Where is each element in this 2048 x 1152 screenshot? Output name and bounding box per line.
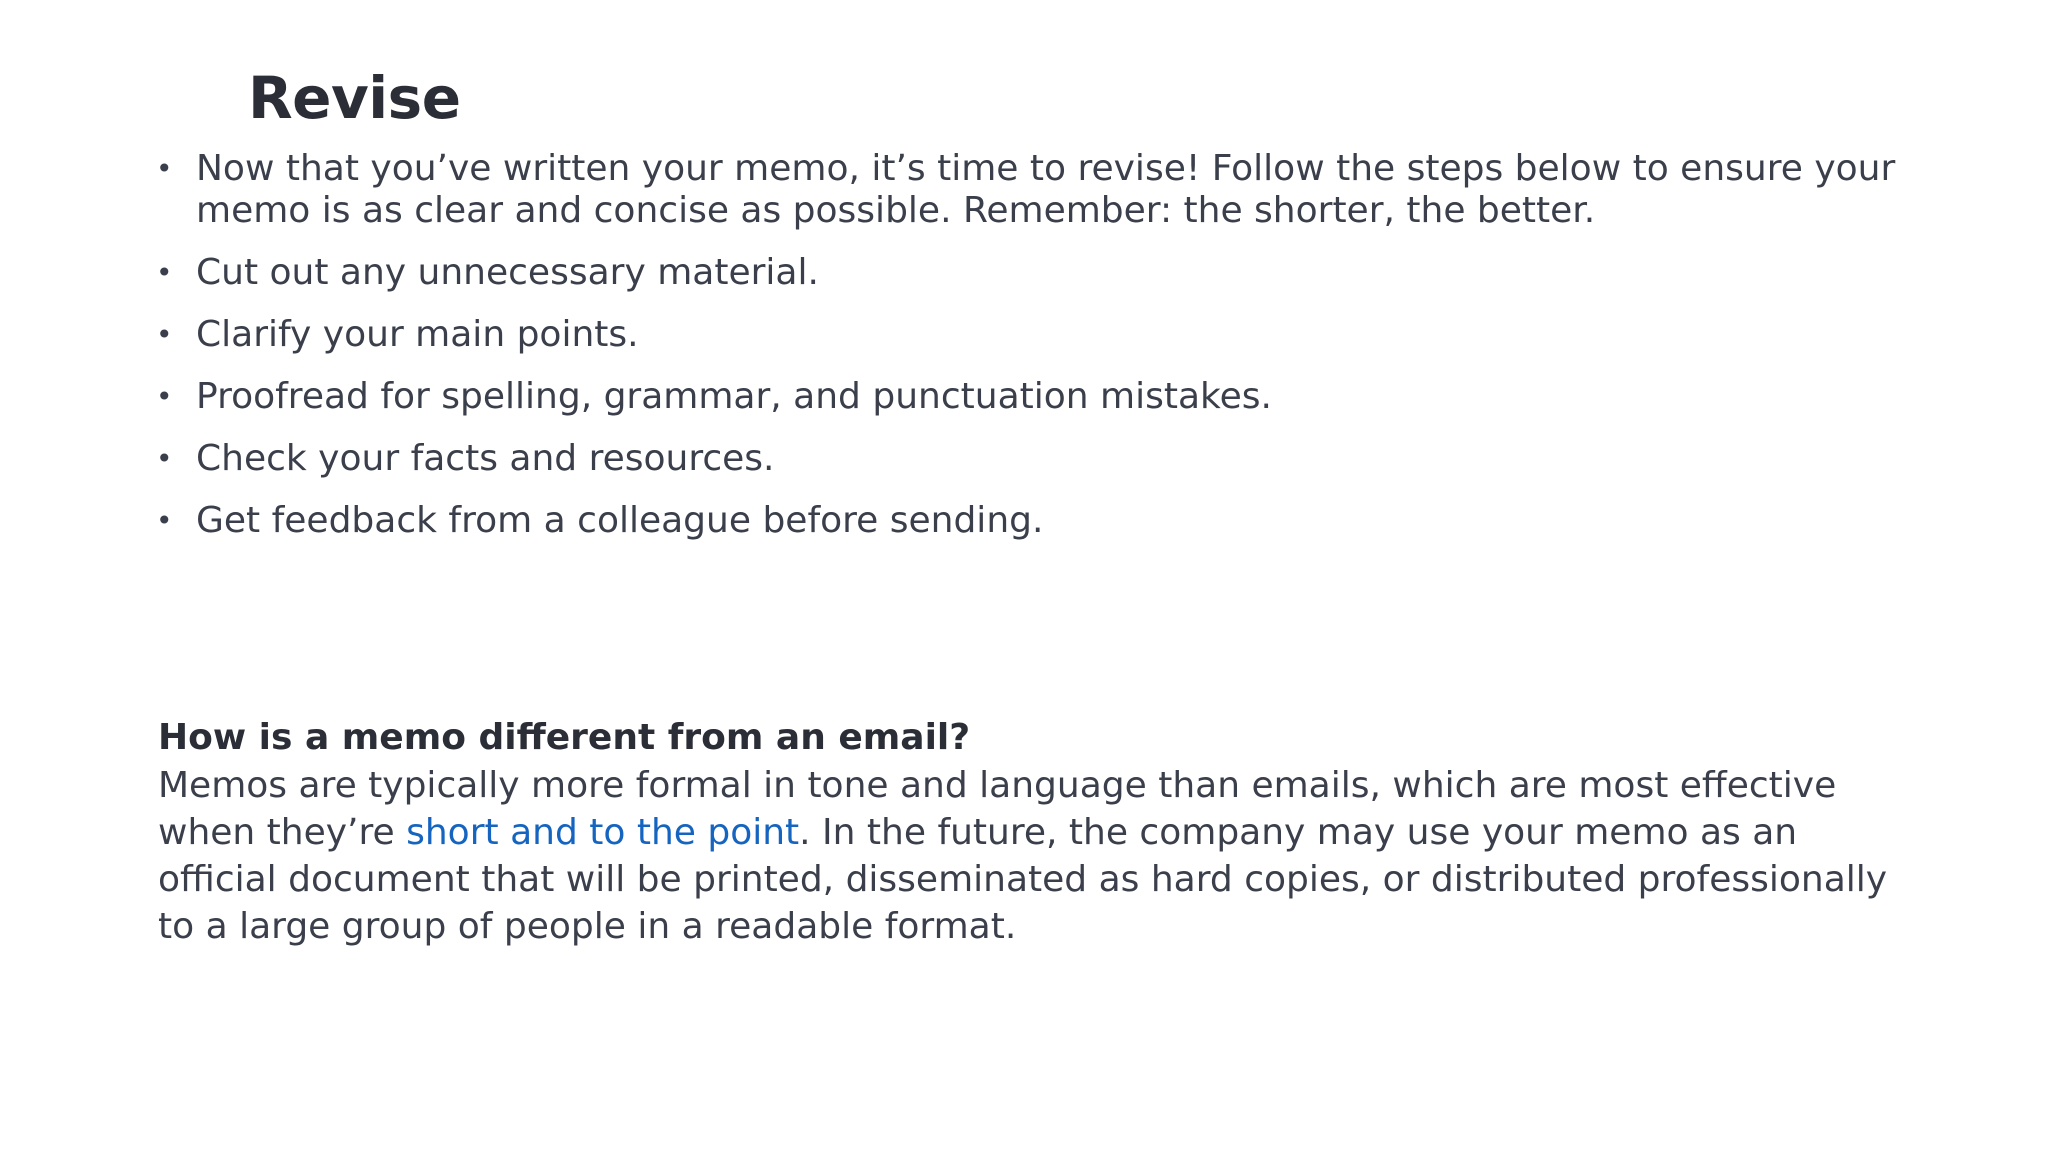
faq-body-text-end: . In the future, the company may use your memo as an official document that will be printed, disseminated as hard copies, or distributed professionally to a large group of people in a readable format. bbox=[158, 812, 1888, 947]
bullet-item: • Now that you’ve written your memo, it’s time to revise! Follow the steps below to ensure your memo is as clear and concise as possible. Remember: the shorter, the better. bbox=[156, 148, 1916, 232]
faq-heading: How is a memo different from an email? bbox=[158, 717, 971, 758]
bullet-item: • Cut out any unnecessary material. bbox=[156, 252, 1916, 294]
faq-body bbox=[158, 762, 1918, 950]
bullet-item: • Get feedback from a colleague before sending. bbox=[156, 500, 1916, 542]
slide-title: Revise bbox=[248, 64, 461, 132]
bullet-item: • Clarify your main points. bbox=[156, 314, 1916, 356]
bullet-item: • Proofread for spelling, grammar, and punctuation mistakes. bbox=[156, 376, 1916, 418]
bullet-list bbox=[156, 148, 1916, 562]
faq-section bbox=[158, 714, 1918, 950]
short-and-to-the-point-link[interactable]: short and to the point bbox=[406, 812, 800, 853]
faq-body-text-start: Memos are typically more formal in tone and language than emails, which are most effective when they’re bbox=[158, 765, 1837, 853]
bullet-item: • Check your facts and resources. bbox=[156, 438, 1916, 480]
